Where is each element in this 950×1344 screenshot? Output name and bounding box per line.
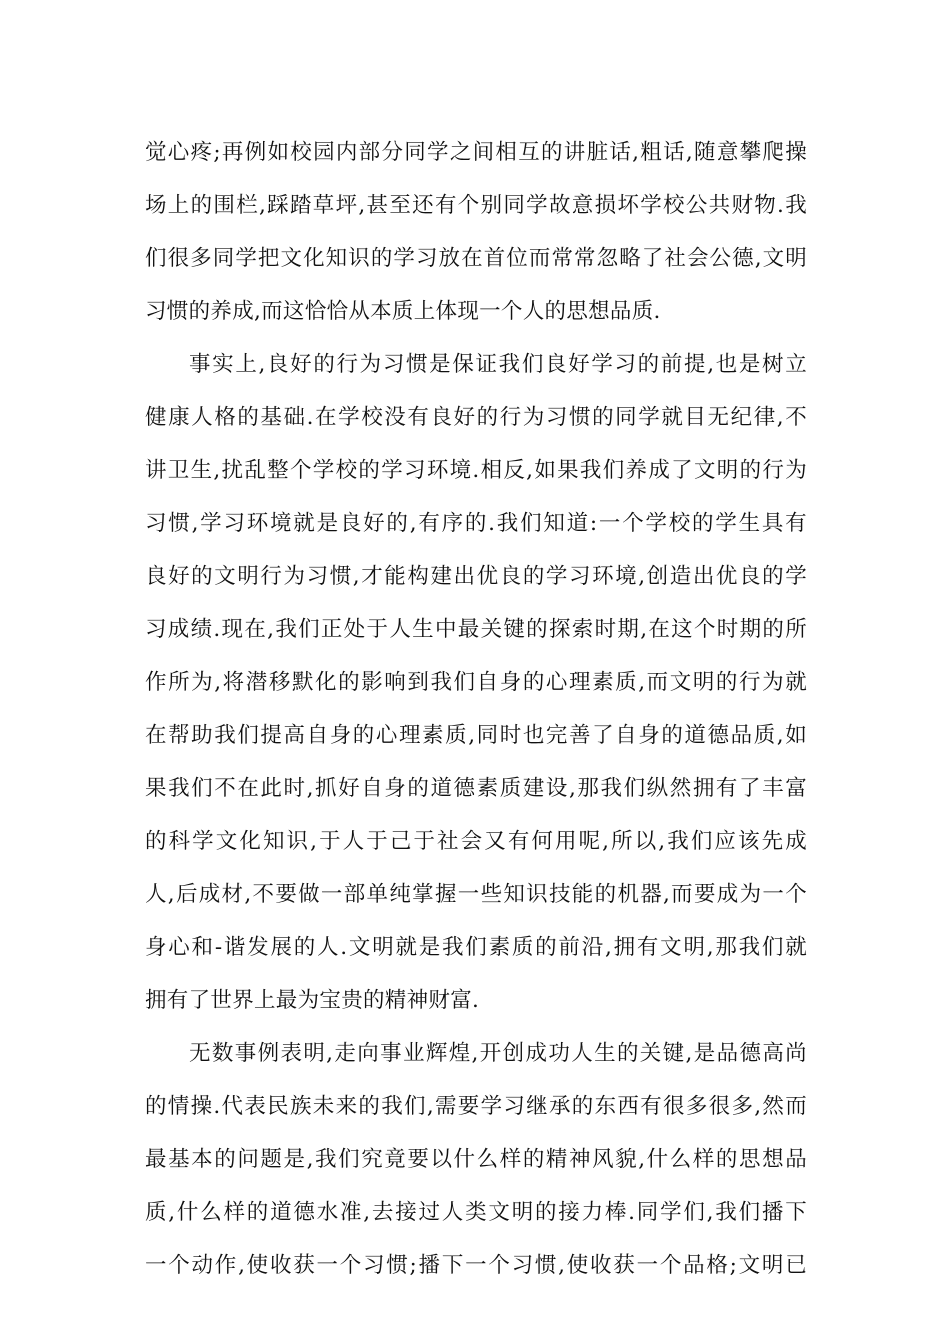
text-line: 质,什么样的道德水准,去接过人类文明的接力棒.同学们,我们播下 [145, 1200, 807, 1225]
text-line: 觉心疼;再例如校园内部分同学之间相互的讲脏话,粗话,随意攀爬操 [145, 140, 807, 165]
text-line: 的科学文化知识,于人于己于社会又有何用呢,所以,我们应该先成 [145, 829, 807, 854]
text-line: 事实上,良好的行为习惯是保证我们良好学习的前提,也是树立 [189, 352, 807, 377]
text-line: 作所为,将潜移默化的影响到我们自身的心理素质,而文明的行为就 [145, 670, 807, 695]
text-line: 无数事例表明,走向事业辉煌,开创成功人生的关键,是品德高尚 [189, 1041, 807, 1066]
text-line: 良好的文明行为习惯,才能构建出优良的学习环境,创造出优良的学 [145, 564, 807, 589]
text-line: 们很多同学把文化知识的学习放在首位而常常忽略了社会公德,文明 [145, 246, 807, 271]
text-line: 习成绩.现在,我们正处于人生中最关键的探索时期,在这个时期的所 [145, 617, 807, 642]
text-line: 最基本的问题是,我们究竟要以什么样的精神风貌,什么样的思想品 [145, 1147, 807, 1172]
text-line: 场上的围栏,踩踏草坪,甚至还有个别同学故意损坏学校公共财物.我 [145, 193, 807, 218]
text-line: 在帮助我们提高自身的心理素质,同时也完善了自身的道德品质,如 [145, 723, 807, 748]
body-text [145, 126, 807, 1292]
text-line: 身心和-谐发展的人.文明就是我们素质的前沿,拥有文明,那我们就 [145, 935, 807, 960]
text-line: 果我们不在此时,抓好自身的道德素质建设,那我们纵然拥有了丰富 [145, 776, 807, 801]
text-line: 拥有了世界上最为宝贵的精神财富. [145, 988, 480, 1013]
text-line: 的情操.代表民族未来的我们,需要学习继承的东西有很多很多,然而 [145, 1094, 807, 1119]
text-line: 健康人格的基础.在学校没有良好的行为习惯的同学就目无纪律,不 [145, 405, 807, 430]
text-line: 习惯,学习环境就是良好的,有序的.我们知道:一个学校的学生具有 [145, 511, 807, 536]
text-line: 一个动作,使收获一个习惯;播下一个习惯,使收获一个品格;文明已 [145, 1253, 807, 1278]
text-line: 讲卫生,扰乱整个学校的学习环境.相反,如果我们养成了文明的行为 [145, 458, 807, 483]
text-line: 习惯的养成,而这恰恰从本质上体现一个人的思想品质. [145, 299, 661, 324]
text-line: 人,后成材,不要做一部单纯掌握一些知识技能的机器,而要成为一个 [145, 882, 807, 907]
